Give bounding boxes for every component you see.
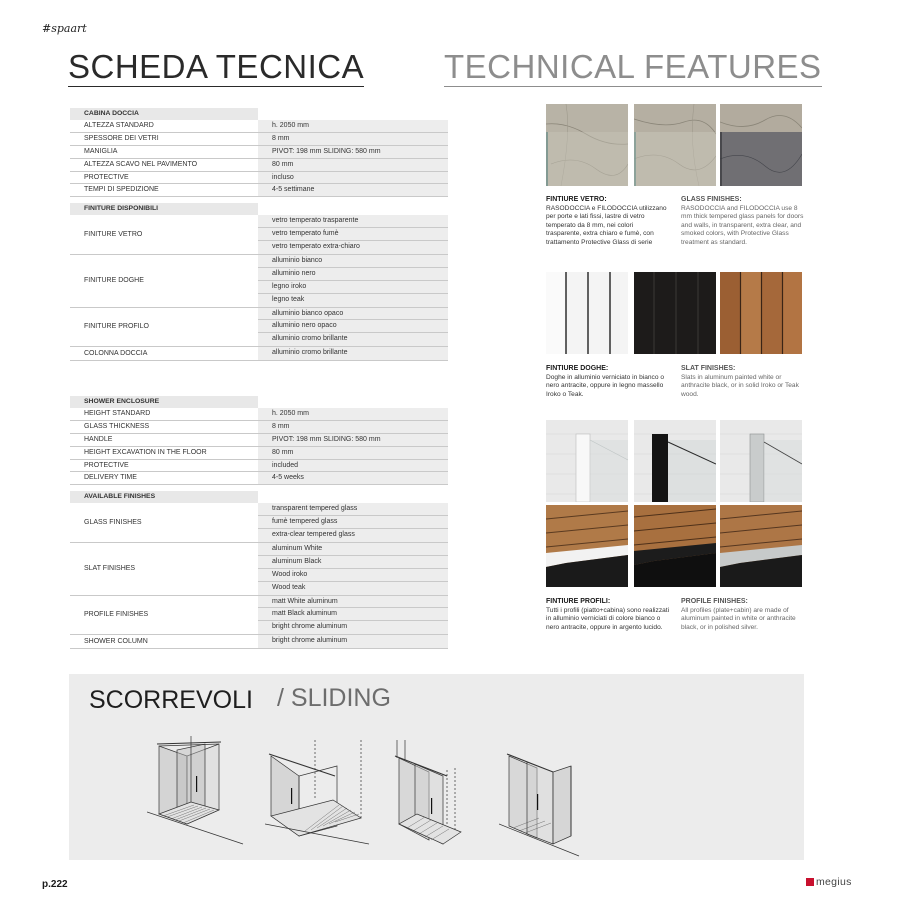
- spec-label: HANDLE: [84, 435, 113, 443]
- section-header: [70, 491, 448, 503]
- finish-group: [70, 215, 448, 255]
- page-number: p.222: [42, 879, 68, 890]
- finish-label: FINITURE VETRO: [84, 231, 143, 239]
- section-header: [70, 203, 448, 215]
- finish-value: fumè tempered glass: [258, 516, 448, 529]
- finish-value: alluminio nero: [258, 268, 448, 281]
- sliding-config-1-diagram: [147, 736, 247, 848]
- caption-text: RASODOCCIA and FILODOCCIA use 8 mm thick tempered glass panels for doors and walls, in transparent, extra clear, and smoked colors, with Protective Glass treatment as standard.: [681, 204, 804, 246]
- spec-row: [70, 172, 448, 185]
- finish-group: [70, 308, 448, 348]
- finish-value: vetro temperato fumè: [258, 228, 448, 241]
- finish-value: Wood iroko: [258, 569, 448, 582]
- caption-title: SLAT FINISHES:: [681, 365, 736, 372]
- spec-row: [70, 421, 448, 434]
- spec-row: [70, 408, 448, 421]
- slat-caption-english: [681, 365, 805, 399]
- finish-value: Wood teak: [272, 583, 306, 591]
- finish-value: extra-clear tempered glass: [272, 531, 355, 539]
- spec-value: 4-5 settimane: [258, 184, 448, 196]
- section-title: CABINA DOCCIA: [70, 108, 258, 120]
- finish-label: PROFILE FINISHES: [84, 611, 149, 619]
- section-header: [70, 108, 448, 120]
- brand-name: megius: [816, 876, 852, 888]
- spec-value: 8 mm: [258, 421, 448, 433]
- spec-value: 8 mm: [258, 133, 448, 145]
- section-title: FINITURE DISPONIBILI: [70, 203, 258, 215]
- sliding-title-english: / SLIDING: [277, 684, 391, 712]
- profile-black-swatch: [634, 420, 716, 502]
- finish-label: SLAT FINISHES: [84, 565, 136, 573]
- finish-label: FINITURE DOGHE: [84, 277, 144, 285]
- profile-caption-english: [681, 598, 805, 632]
- slat-black-swatch: [634, 272, 716, 354]
- finish-value: matt Black aluminum: [258, 608, 448, 621]
- spec-value: included: [258, 460, 448, 472]
- finish-value: matt White aluminum: [258, 596, 448, 609]
- caption-title: FINTIURE DOGHE:: [546, 365, 609, 372]
- finish-label: GLASS FINISHES: [84, 519, 142, 527]
- caption-title: FINTIURE VETRO:: [546, 196, 607, 203]
- tray-chrome-profile-swatch: [720, 505, 802, 587]
- spec-value: h. 2050 mm: [258, 120, 448, 132]
- caption-text: Slats in aluminum painted white or anthracite black, or in solid Iroko or Teak wood.: [681, 373, 799, 398]
- finish-value: legno teak: [272, 295, 305, 303]
- glass-caption-english: [681, 196, 805, 248]
- spec-row: [70, 133, 448, 146]
- slat-wood-swatch: [720, 272, 802, 354]
- glass-transparent-swatch: [546, 104, 628, 186]
- spec-row: [70, 434, 448, 447]
- spec-row: [70, 472, 448, 485]
- spec-label: TEMPI DI SPEDIZIONE: [84, 186, 159, 194]
- finish-value: transparent tempered glass: [258, 503, 448, 516]
- sliding-config-2-diagram: [265, 740, 375, 852]
- glass-caption-italian: [546, 196, 670, 248]
- spec-label: DELIVERY TIME: [84, 474, 137, 482]
- caption-text: All profiles (plate+cabin) are made of aluminum painted in white or anthracite black, or in polished silver.: [681, 606, 796, 631]
- spec-value: 80 mm: [258, 447, 448, 459]
- spec-value: PIVOT: 198 mm SLIDING: 580 mm: [258, 434, 448, 446]
- glass-extra-clear-swatch: [634, 104, 716, 186]
- finish-value: bright chrome aluminum: [272, 637, 348, 645]
- finish-value: alluminio bianco: [258, 255, 448, 268]
- spec-row: [70, 460, 448, 473]
- section-title: AVAILABLE FINISHES: [70, 491, 258, 503]
- spec-value: h. 2050 mm: [258, 408, 448, 420]
- slat-white-swatch: [546, 272, 628, 354]
- finish-group: [70, 255, 448, 308]
- spec-table-english: [70, 396, 448, 649]
- slat-caption-italian: [546, 365, 670, 399]
- tray-black-profile-swatch: [634, 505, 716, 587]
- spec-table-italian: [70, 108, 448, 361]
- spec-row: [70, 447, 448, 460]
- spec-label: PROTECTIVE: [84, 461, 129, 469]
- spec-label: PROTECTIVE: [84, 173, 129, 181]
- spec-row: [70, 184, 448, 197]
- spec-label: HEIGHT EXCAVATION IN THE FLOOR: [84, 448, 207, 456]
- sliding-config-3-diagram: [385, 740, 485, 852]
- spec-value: PIVOT: 198 mm SLIDING: 580 mm: [258, 146, 448, 158]
- spec-value: 4-5 weeks: [258, 472, 448, 484]
- section-title: SHOWER ENCLOSURE: [70, 396, 258, 408]
- spec-label: MANIGLIA: [84, 147, 118, 155]
- section-header: [70, 396, 448, 408]
- finish-value: legno iroko: [258, 281, 448, 294]
- finish-value: alluminio nero opaco: [258, 320, 448, 333]
- spec-row: [70, 159, 448, 172]
- finish-label: SHOWER COLUMN: [84, 638, 148, 646]
- finish-group: [70, 596, 448, 636]
- caption-title: FINTIURE PROFILI:: [546, 598, 611, 605]
- finish-value: bright chrome aluminum: [272, 623, 348, 631]
- profile-chrome-swatch: [720, 420, 802, 502]
- caption-title: GLASS FINISHES:: [681, 196, 742, 203]
- spec-row: [70, 146, 448, 159]
- finish-group: [70, 543, 448, 596]
- caption-text: RASODOCCIA e FILODOCCIA utilizzano per porte e lati fissi, lastre di vetro temperato da 8 mm, nei colori trasparente, extra chiaro e fumè, con trattamento Protective Glass di serie: [546, 204, 667, 246]
- finish-label: FINITURE PROFILO: [84, 323, 149, 331]
- brand-mark-icon: [806, 878, 814, 886]
- title-english: TECHNICAL FEATURES: [444, 48, 822, 85]
- finish-group: [70, 635, 448, 649]
- spec-label: SPESSORE DEI VETRI: [84, 134, 159, 142]
- sliding-config-4-diagram: [499, 746, 599, 858]
- finish-group: [70, 347, 448, 361]
- tray-white-profile-swatch: [546, 505, 628, 587]
- finish-value: vetro temperato extra-chiaro: [272, 243, 360, 251]
- spec-label: HEIGHT STANDARD: [84, 410, 151, 417]
- caption-text: Tutti i profili (piatto+cabina) sono realizzati in alluminio verniciati di colore bianco o nero antracite, oppure in argento lucido.: [546, 606, 670, 631]
- glass-fume-swatch: [720, 104, 802, 186]
- spec-label: GLASS THICKNESS: [84, 422, 150, 430]
- finish-value: alluminio bianco opaco: [258, 308, 448, 321]
- finish-label: COLONNA DOCCIA: [84, 350, 148, 358]
- finish-value: alluminio cromo brillante: [272, 335, 348, 343]
- profile-caption-italian: [546, 598, 670, 632]
- hashtag: #spaart: [42, 22, 87, 35]
- finish-group: [70, 503, 448, 543]
- sliding-title-italian: SCORREVOLI: [89, 686, 253, 714]
- spec-value: incluso: [258, 172, 448, 184]
- brand-logo: [806, 876, 852, 888]
- spec-label: ALTEZZA SCAVO NEL PAVIMENTO: [84, 160, 198, 168]
- spec-label: ALTEZZA STANDARD: [84, 122, 154, 129]
- caption-text: Doghe in alluminio verniciato in bianco o nero antracite, oppure in legno massello Iroko o Teak.: [546, 373, 665, 398]
- finish-value: aluminum White: [258, 543, 448, 556]
- finish-value: alluminio cromo brillante: [272, 349, 348, 357]
- profile-white-swatch: [546, 420, 628, 502]
- title-italian: SCHEDA TECNICA: [68, 48, 365, 85]
- spec-row: [70, 120, 448, 133]
- caption-title: PROFILE FINISHES:: [681, 598, 748, 605]
- sliding-panel: [69, 674, 804, 860]
- finish-value: vetro temperato trasparente: [258, 215, 448, 228]
- spec-value: 80 mm: [258, 159, 448, 171]
- finish-value: aluminum Black: [258, 556, 448, 569]
